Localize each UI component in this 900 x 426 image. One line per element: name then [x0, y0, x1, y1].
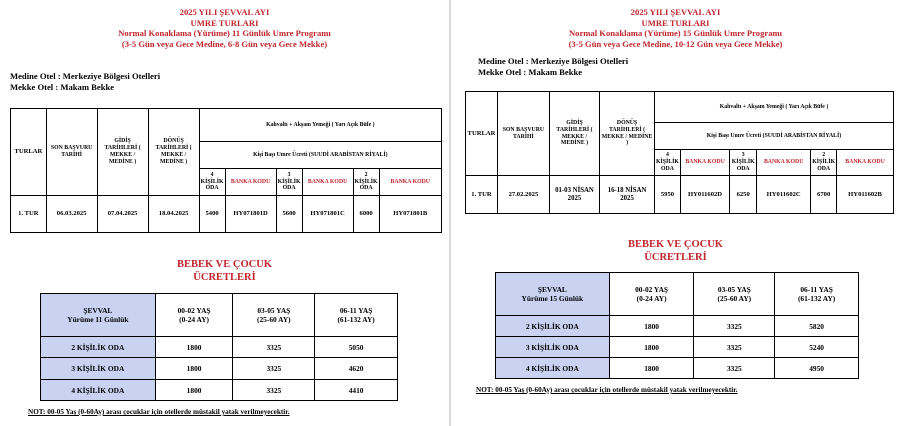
right-program-page — [451, 0, 900, 426]
room-label: 4 KİŞİLİK ODA — [496, 358, 610, 379]
meal-plan-header: Kahvaltı + Akşam Yemeği ( Yarı Açık Büfe ) — [199, 109, 441, 142]
fee-cell: 4950 — [775, 358, 859, 379]
age-6-11-header — [315, 294, 398, 337]
note-text: NOT: 00-05 Yaş (0-60Ay) arası çocuklar için otellerde müstakil yatak verilmeyecektir. — [476, 386, 738, 394]
hotel-info — [10, 71, 160, 93]
price-3: 5600 — [276, 196, 302, 233]
fee-cell: 5240 — [775, 337, 859, 358]
header-line: Normal Konaklama (Yürüme) 15 Günlük Umre Programı — [568, 28, 783, 38]
fee-cell: 1800 — [609, 337, 694, 358]
table-row — [11, 196, 442, 233]
table-row — [496, 337, 859, 358]
col-gidis: GİDİŞ TARİHLERİ ( MEKKE / MEDİNE ) — [97, 109, 148, 196]
price-4: 5950 — [655, 176, 681, 214]
fee-cell: 5820 — [775, 316, 859, 337]
return-date: 18.04.2025 — [148, 196, 199, 233]
bank-code-3: HY011602C — [757, 176, 811, 214]
age-3-5-header — [233, 294, 315, 337]
price-2: 6700 — [811, 176, 837, 214]
bank-code-2: HY011602B — [837, 176, 894, 214]
room-label: 3 KİŞİLİK ODA — [496, 337, 610, 358]
fee-cell: 4620 — [315, 358, 398, 380]
program-header — [451, 7, 900, 49]
price-per-person-header: Kişi Başı Umre Ücreti (SUUDİ ARABİSTAN RİYALİ) — [655, 123, 894, 150]
left-program-page — [0, 0, 449, 426]
table-row — [466, 176, 894, 214]
fee-cell: 1800 — [155, 380, 233, 401]
age-range: 00-02 YAŞ — [177, 306, 211, 315]
table-row — [496, 358, 859, 379]
age-months: (0-24 AY) — [636, 294, 667, 303]
header-line: (3-5 Gün veya Gece Medine, 6-8 Gün veya Gece Mekke) — [121, 38, 328, 49]
bank-code-2: HY071801B — [379, 196, 441, 233]
col-gidis: GİDİŞ TARİHLERİ ( MEKKE / MEDİNE ) — [549, 92, 599, 176]
bank-code-3: HY071801C — [302, 196, 353, 233]
room-3-header: 3 KİŞİLİK ODA — [730, 150, 757, 176]
child-fees-table — [495, 272, 859, 379]
col-son-basvuru: SON BAŞVURU TARİHİ — [497, 92, 549, 176]
bank-code-header: BANKA KODU — [837, 150, 894, 176]
note-text: NOT: 00-05 Yaş (0-60Ay) arası çocuklar için otellerde müstakil yatak verilmeyecektir. — [28, 408, 290, 416]
return-date: 16-18 NİSAN 2025 — [600, 176, 655, 214]
section-title — [0, 258, 449, 284]
fees-title-line: Yürüme 15 Günlük — [521, 294, 584, 303]
table-row — [41, 380, 398, 401]
table-row — [41, 337, 398, 358]
age-months: (0-24 AY) — [179, 315, 210, 324]
bank-code-4: HY011602D — [680, 176, 729, 214]
header-line: UMRE TURLARI — [641, 17, 710, 28]
header-line: 2025 YILI ŞEVVAL AYI — [630, 7, 721, 17]
age-range: 00-02 YAŞ — [635, 285, 669, 294]
age-range: 03-05 YAŞ — [717, 285, 751, 294]
room-4-header: 4 KİŞİLİK ODA — [655, 150, 681, 176]
section-title-line: ÜCRETLERİ — [644, 252, 707, 263]
section-title-line: BEBEK VE ÇOCUK — [177, 259, 272, 270]
fee-cell: 3325 — [694, 358, 775, 379]
table-row — [41, 358, 398, 380]
header-line: (3-5 Gün veya Gece Medine, 10-12 Gün veya Gece Mekke) — [568, 38, 783, 49]
room-label: 3 KİŞİLİK ODA — [41, 358, 156, 380]
age-6-11-header — [775, 273, 859, 316]
age-months: (61-132 AY) — [337, 315, 375, 324]
age-3-5-header — [694, 273, 775, 316]
fee-cell: 1800 — [609, 316, 694, 337]
fee-cell: 3325 — [694, 316, 775, 337]
mekke-hotel: Mekke Otel : Makam Bekke — [478, 67, 583, 77]
fee-cell: 3325 — [233, 380, 315, 401]
tour-name: 1. TUR — [11, 196, 47, 233]
price-3: 6250 — [730, 176, 757, 214]
fees-title — [496, 273, 610, 316]
room-label: 4 KİŞİLİK ODA — [41, 380, 156, 401]
fee-cell: 5050 — [315, 337, 398, 358]
room-label: 2 KİŞİLİK ODA — [496, 316, 610, 337]
room-3-header: 3 KİŞİLİK ODA — [276, 169, 302, 196]
fee-cell: 1800 — [609, 358, 694, 379]
price-per-person-header: Kişi Başı Umre Ücreti (SUUDİ ARABİSTAN RİYALİ) — [199, 142, 441, 169]
table-row — [496, 316, 859, 337]
bank-code-header: BANKA KODU — [302, 169, 353, 196]
col-son-basvuru: SON BAŞVURU TARİHİ — [46, 109, 97, 196]
col-turlar: TURLAR — [466, 92, 498, 176]
col-donus: DÖNÜŞ TARİHLERİ ( MEKKE / MEDİNE ) — [148, 109, 199, 196]
hotel-info — [478, 56, 628, 78]
room-label: 2 KİŞİLİK ODA — [41, 337, 156, 358]
col-turlar: TURLAR — [11, 109, 47, 196]
age-months: (61-132 AY) — [797, 294, 836, 303]
age-range: 06-11 YAŞ — [800, 285, 833, 294]
age-0-2-header — [155, 294, 233, 337]
fee-cell: 4410 — [315, 380, 398, 401]
tour-price-table — [10, 108, 442, 233]
meal-plan-header: Kahvaltı + Akşam Yemeği ( Yarı Açık Büfe ) — [655, 92, 894, 123]
room-2-header: 2 KİŞİLİK ODA — [811, 150, 837, 176]
bank-code-header: BANKA KODU — [680, 150, 729, 176]
fee-cell: 1800 — [155, 337, 233, 358]
header-line: UMRE TURLARI — [190, 17, 259, 28]
tour-name: 1. TUR — [466, 176, 498, 214]
fee-cell: 3325 — [694, 337, 775, 358]
section-title — [451, 238, 900, 264]
section-title-line: ÜCRETLERİ — [193, 272, 256, 283]
fees-title-line: ŞEVVAL — [83, 306, 113, 315]
deadline-date: 27.02.2025 — [497, 176, 549, 214]
program-header — [0, 7, 449, 49]
departure-date: 07.04.2025 — [97, 196, 148, 233]
fees-title-line: ŞEVVAL — [537, 285, 567, 294]
header-line: 2025 YILI ŞEVVAL AYI — [179, 7, 270, 17]
medine-hotel: Medine Otel : Merkeziye Bölgesi Otelleri — [478, 56, 629, 66]
price-4: 5400 — [199, 196, 225, 233]
age-range: 06-11 YAŞ — [339, 306, 373, 315]
fee-cell: 3325 — [233, 358, 315, 380]
bank-code-header: BANKA KODU — [757, 150, 811, 176]
tour-price-table — [465, 91, 894, 214]
room-4-header: 4 KİŞİLİK ODA — [199, 169, 225, 196]
age-range: 03-05 YAŞ — [257, 306, 291, 315]
header-line: Normal Konaklama (Yürüme) 11 Günlük Umre Programı — [118, 28, 331, 38]
fee-cell: 1800 — [155, 358, 233, 380]
age-0-2-header — [609, 273, 694, 316]
price-2: 6000 — [353, 196, 379, 233]
bank-code-header: BANKA KODU — [379, 169, 441, 196]
fees-title-line: Yürüme 11 Günlük — [67, 315, 129, 324]
section-title-line: BEBEK VE ÇOCUK — [628, 239, 723, 250]
deadline-date: 06.03.2025 — [46, 196, 97, 233]
room-2-header: 2 KİŞİLİK ODA — [353, 169, 379, 196]
departure-date: 01-03 NİSAN 2025 — [549, 176, 599, 214]
bank-code-header: BANKA KODU — [225, 169, 276, 196]
child-fees-table — [40, 293, 398, 401]
fees-title — [41, 294, 156, 337]
age-months: (25-60 AY) — [717, 294, 752, 303]
age-months: (25-60 AY) — [257, 315, 291, 324]
fee-cell: 3325 — [233, 337, 315, 358]
bank-code-4: HY071801D — [225, 196, 276, 233]
col-donus: DÖNÜŞ TARİHLERİ ( MEKKE / MEDİNE ) — [600, 92, 655, 176]
mekke-hotel: Mekke Otel : Makam Bekke — [10, 82, 115, 92]
medine-hotel: Medine Otel : Merkeziye Bölgesi Otelleri — [10, 71, 161, 81]
